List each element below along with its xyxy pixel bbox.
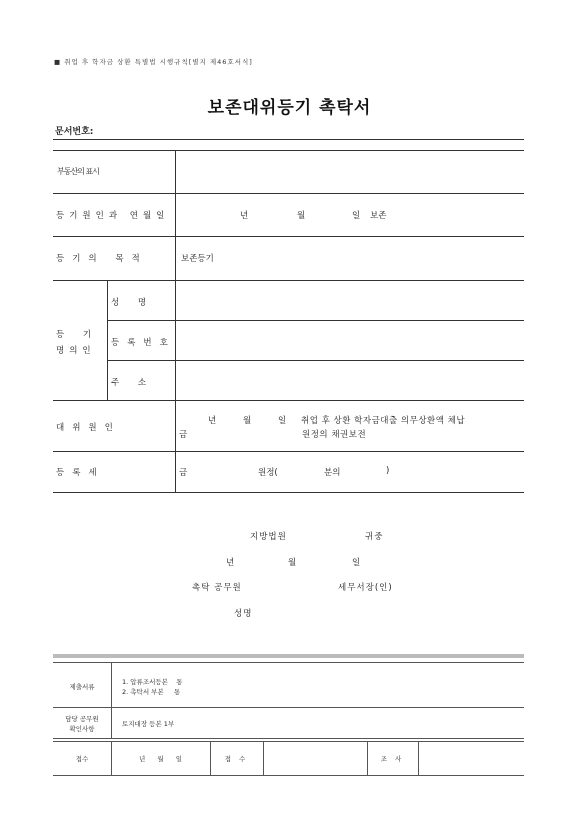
receipt-label: 접수 <box>75 755 89 763</box>
official-label: 촉탁 공무원 <box>192 583 242 593</box>
signer-name-label: 성명 <box>234 609 253 619</box>
property-label: 부동산의 표시 <box>57 167 99 176</box>
address-label: 주 소 <box>111 378 155 388</box>
tax-label: 등록세 <box>56 468 105 478</box>
purpose-label: 등기의 목적 <box>56 254 148 264</box>
table-column-divider <box>107 280 108 400</box>
cause-label: 등기원인과 연월일 <box>56 211 170 221</box>
holder-label-line1: 등 기 <box>56 330 100 340</box>
subrogation-amount-prefix: 금 <box>179 430 188 440</box>
addressee: 귀중 <box>365 532 384 542</box>
tax-fraction: 분의 <box>324 468 341 478</box>
tax-won: 원정( <box>258 468 278 478</box>
document-title: 보존대위등기 촉탁서 <box>207 98 372 118</box>
table-column-divider <box>418 741 419 775</box>
table-column-divider <box>263 741 264 775</box>
documents-item-1: 1. 압류조서등본 통 <box>122 678 183 686</box>
table-border-line <box>53 193 524 194</box>
name-label: 성 명 <box>111 298 155 308</box>
holder-label-line2: 명의인 <box>56 346 96 356</box>
subrogation-amount-text: 원정의 채권보전 <box>302 430 367 440</box>
form-reference-note: ■ 취업 후 학자금 상환 특별법 시행규칙[별지 제46호서식] <box>54 58 253 66</box>
date-year: 년 <box>226 558 235 568</box>
table-border-line <box>53 775 524 776</box>
cause-month: 월 <box>297 211 306 221</box>
receipt-date: 년 월 일 <box>139 755 182 763</box>
subrogation-reason: 취업 후 상환 학자금대출 의무상환액 체납 <box>301 416 466 426</box>
bottom-table-top-band <box>53 654 524 658</box>
check-label: 조 사 <box>380 755 405 763</box>
documents-label: 제출서류 <box>69 683 95 691</box>
cause-year: 년 <box>240 211 249 221</box>
table-column-divider <box>111 662 112 738</box>
confirm-label-line2: 확인사항 <box>69 725 95 733</box>
cause-suffix: 보존 <box>370 211 387 221</box>
table-border-line <box>53 451 524 452</box>
documents-item-2: 2. 촉탁서 부본 통 <box>122 688 181 696</box>
table-border-line <box>53 400 524 401</box>
purpose-value: 보존등기 <box>181 254 214 264</box>
table-border-line <box>108 360 524 361</box>
table-border-line <box>53 492 524 493</box>
confirm-label-line1: 담당 공무원 <box>65 715 99 723</box>
table-border-line <box>53 738 524 739</box>
tax-close: ) <box>386 466 390 476</box>
court-name: 지방법원 <box>250 532 287 542</box>
table-border-line <box>53 236 524 237</box>
table-border-line <box>53 139 524 140</box>
table-border-line <box>53 707 524 708</box>
count-label: 접 수 <box>224 755 249 763</box>
subrogation-year: 년 <box>208 416 217 426</box>
official-value: 세무서장(인) <box>338 583 393 593</box>
table-border-line <box>53 662 524 663</box>
document-number-label: 문서번호: <box>55 127 94 137</box>
date-day: 일 <box>352 558 361 568</box>
date-month: 월 <box>288 558 297 568</box>
table-column-divider <box>175 150 176 492</box>
subrogation-label: 대위원인 <box>56 423 121 433</box>
registration-number-label: 등록번호 <box>111 338 176 348</box>
table-border-line <box>53 280 524 281</box>
cause-day: 일 <box>352 211 361 221</box>
table-border-line <box>108 320 524 321</box>
subrogation-day: 일 <box>278 416 287 426</box>
confirm-value: 토지대장 등본 1부 <box>122 720 175 728</box>
table-border-line <box>53 150 524 151</box>
table-border-line <box>53 741 524 742</box>
tax-prefix: 금 <box>179 468 188 478</box>
subrogation-month: 월 <box>243 416 252 426</box>
